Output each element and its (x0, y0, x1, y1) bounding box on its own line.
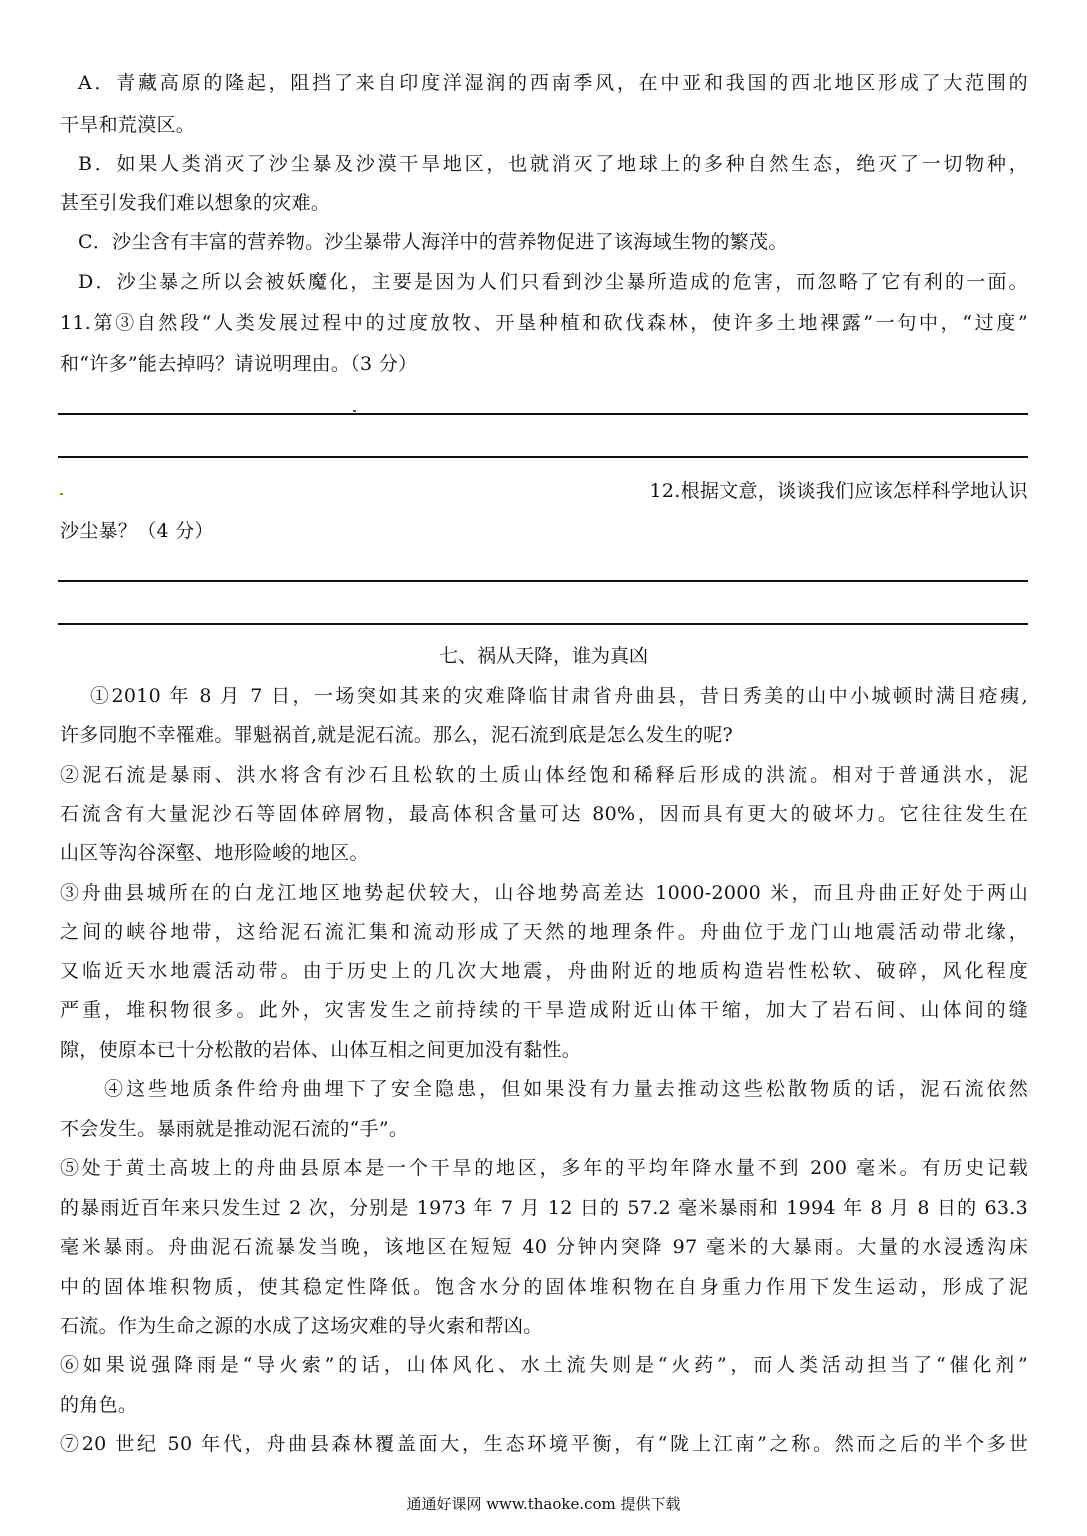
paragraph-3-line: 严重，堆积物很多。此外，灾害发生之前持续的干旱造成附近山体干缩，加大了岩石间、山体间的缝 (60, 999, 1028, 1021)
footer-source: 通通好课网 www.thaoke.com 提供下载 (406, 1495, 681, 1513)
question-11-line-1: 11.第③自然段“人类发展过程中的过度放牧、开垦种植和砍伐森林，使许多土地裸露”一句中，“过度” (60, 312, 1028, 334)
paragraph-1-line: ①2010 年 8 月 7 日，一场突如其来的灾难降临甘肃省舟曲县，昔日秀美的山中小城顿时满目疮痍, (90, 685, 1028, 707)
option-c-line-1: C．沙尘含有丰富的营养物。沙尘暴带人海洋中的营养物促进了该海域生物的繁茂。 (78, 231, 788, 253)
scan-speck (353, 410, 356, 412)
paragraph-2-line: 山区等沟谷深壑、地形险峻的地区。 (60, 842, 369, 864)
paragraph-3-line: 又临近天水地震活动带。由于历史上的几次大地震，舟曲附近的地质构造岩性松软、破碎，风化程度 (60, 960, 1028, 982)
paragraph-6-line: ⑥如果说强降雨是“导火索”的话，山体风化、水土流失则是“火药”，而人类活动担当了“催化剂” (60, 1354, 1028, 1376)
paragraph-5-line: 的暴雨近百年来只发生过 2 次，分别是 1973 年 7 月 12 日的 57.2 毫米暴雨和 1994 年 8 月 8 日的 63.3 (60, 1197, 1028, 1219)
answer-line[interactable] (58, 623, 1028, 625)
option-a-line-1: A．青藏高原的隆起，阻挡了来自印度洋湿润的西南季风，在中亚和我国的西北地区形成了大范围的 (78, 72, 1028, 94)
paragraph-1-line: 许多同胞不幸罹难。罪魁祸首,就是泥石流。那么，泥石流到底是怎么发生的呢? (60, 724, 734, 746)
paragraph-3-line: ③舟曲县城所在的白龙江地区地势起伏较大，山谷地势高差达 1000-2000 米，而且舟曲正好处于两山 (60, 882, 1028, 904)
answer-line[interactable] (58, 580, 1028, 582)
answer-line[interactable] (58, 456, 1028, 458)
paragraph-5-line: 中的固体堆积物质，使其稳定性降低。饱含水分的固体堆积物在自身重力作用下发生运动，形成了泥 (60, 1276, 1028, 1298)
paragraph-2-line: 石流含有大量泥沙石等固体碎屑物，最高体积含量可达 80%，因而具有更大的破坏力。它往往发生在 (60, 803, 1028, 825)
scan-speck (60, 493, 63, 495)
option-a-line-2: 干旱和荒漠区。 (60, 114, 196, 136)
question-12-line-1: 12.根据文意，谈谈我们应该怎样科学地认识 (649, 480, 1028, 502)
paragraph-4-line: ④这些地质条件给舟曲埋下了安全隐患，但如果没有力量去推动这些松散物质的话，泥石流依然 (104, 1078, 1028, 1100)
paragraph-5-line: 毫米暴雨。舟曲泥石流暴发当晚，该地区在短短 40 分钟内突降 97 毫米的大暴雨。大量的水浸透沟床 (60, 1236, 1028, 1258)
paragraph-3-line: 之间的峡谷地带，这给泥石流汇集和流动形成了天然的地理条件。舟曲位于龙门山地震活动带北缘， (60, 921, 1028, 943)
option-d-line-1: D．沙尘暴之所以会被妖魔化，主要是因为人们只看到沙尘暴所造成的危害，而忽略了它有利的一面。 (78, 271, 1028, 293)
section-title: 七、祸从天降，谁为真凶 (438, 645, 648, 667)
paragraph-7-line: ⑦20 世纪 50 年代，舟曲县森林覆盖面大，生态环境平衡，有“陇上江南”之称。然而之后的半个多世 (60, 1433, 1028, 1455)
question-11-line-2: 和“许多”能去掉吗？请说明理由。（3 分） (60, 353, 418, 375)
paragraph-6-line: 的角色。 (60, 1394, 138, 1416)
paragraph-4-line: 不会发生。暴雨就是推动泥石流的“手”。 (60, 1118, 409, 1140)
option-b-line-1: B．如果人类消灭了沙尘暴及沙漠干旱地区，也就消灭了地球上的多种自然生态，绝灭了一切物种， (78, 153, 1028, 175)
paragraph-5-line: 石流。作为生命之源的水成了这场灾难的导火索和帮凶。 (60, 1315, 543, 1337)
answer-line[interactable] (58, 413, 1028, 415)
option-b-line-2: 甚至引发我们难以想象的灾难。 (60, 192, 331, 214)
paragraph-2-line: ②泥石流是暴雨、洪水将含有沙石且松软的土质山体经饱和稀释后形成的洪流。相对于普通洪水，泥 (60, 764, 1028, 786)
paragraph-3-line: 隙，使原本已十分松散的岩体、山体互相之间更加没有黏性。 (60, 1039, 582, 1061)
paragraph-5-line: ⑤处于黄土高坡上的舟曲县原本是一个干旱的地区，多年的平均年降水量不到 200 毫米。有历史记载 (60, 1157, 1028, 1179)
question-12-line-2: 沙尘暴？（4 分） (60, 520, 214, 542)
